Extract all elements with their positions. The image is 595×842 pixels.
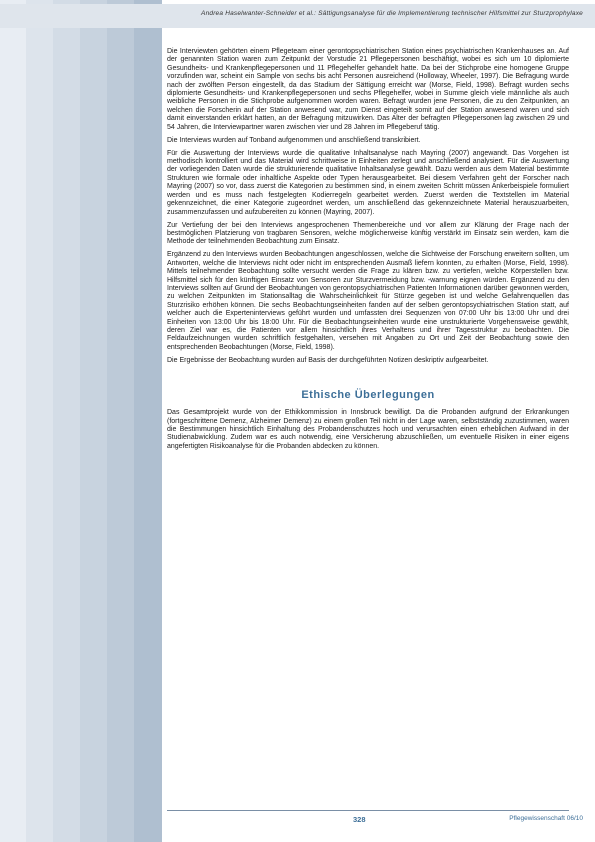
body-paragraph: Ergänzend zu den Interviews wurden Beobachtungen angeschlossen, welche die Sichtweise der Forschung erweitern sollten, um Antworten, welche die Interviews nicht oder nicht im entsprechenden Ausmaß liefern konnten, zu erhalten (Morse, Field, 1998). Mittels teilnehmender Beobachtung sollte versucht werden die Frage zu klären bzw. zu vertiefen, welche Körperstellen bzw. Hilfsmittel sich für den künftigen Einsatz von Sensoren zur Sturzvermeidung bzw. -warnung eignen würden. Ergänzend zu den Interviews sollten auf Grund der Beobachtungen von gerontopsychiatrischen Patienten Informationen darüber gewonnen werden, zu welchen Zeitpunkten im Stationsalltag die Wahrscheinlichkeit für Stürze gegeben ist und welche Gefahrenquellen das Sturzrisiko erhöhen können. Die sechs Beobachtungseinheiten fanden auf der selben gerontopsychiatrischen Station statt, auf welcher auch die Experteninterviews geführt wurden und umfassten drei Sequenzen von 07:00 Uhr bis 13:00 Uhr und drei Einheiten von 13:00 Uhr bis 18:00 Uhr. Für die Beobachtungseinheiten wurde eine unstrukturierte Vorgehensweise gewählt, deren Ziel war es, die Patienten vor allem hinsichtlich ihres Verhaltens und ihrer Tagesstruktur zu beobachten. Die Feldaufzeichnungen wurden schriftlich festgehalten, versehen mit Angaben zu Ort und Zeit der Beobachtung sowie den entsprechenden Beobachtungen (Morse, Field, 1998). xyxy=(167,251,569,351)
side-band xyxy=(134,0,162,842)
decorative-side-bands xyxy=(0,0,162,842)
article-body xyxy=(167,48,569,456)
section-heading: Ethische Überlegungen xyxy=(301,389,435,402)
journal-name: Pflegewissenschaft 06/10 xyxy=(509,815,583,822)
body-paragraph: Die Interviewten gehörten einem Pflegeteam einer gerontopsychiatrischen Station eines psychiatrischen Krankenhauses an. Auf der genannten Station waren zum Zeitpunkt der Vorstudie 21 Pflegepersonen beschäftigt, wobei es sich um 10 diplomierte Gesundheits- und Krankenpflegepersonen und 11 Pflegehelfer gehandelt hatte. Da bei der Stichprobe eine homogene Gruppe vorzufinden war, scheint ein Sample von sechs bis acht Personen ausreichend (Holloway, Wheeler, 1997). Die Befragung wurde nach der zwölften Person eingestellt, da das Stadium der Sättigung erreicht war (Morse, Field, 1998). Befragt wurden sechs diplomierte Gesundheits- und Krankenpflegepersonen und sechs Pflegehelfer, wobei in Summe gleich viele männliche als auch weibliche Personen in die Stichprobe aufgenommen worden waren. Befragt wurden jene Personen, die zu den Zeitpunkten, an welchen die Forscherin auf der Station anwesend war, zum Dienst eingeteilt somit auf der Station anwesend waren und sich damit einverstanden erklärt hatten, an der Befragung mitzuwirken. Das Alter der befragten Pflegepersonen lag zwischen 29 und 54 Jahren, die Interviewpartner waren zwischen vier und 28 Jahren im Pflegeberuf tätig. xyxy=(167,48,569,131)
body-paragraph: Für die Auswertung der Interviews wurde die qualitative Inhaltsanalyse nach Mayring (2007) angewandt. Das Vorgehen ist methodisch kontrolliert und das Material wird schrittweise in Einheiten zerlegt und anschließend analysiert. Für die Auswertung der vorliegenden Daten wurde die strukturierende qualitative Inhaltsanalyse gewählt. Dazu werden aus dem Material bestimmte Strukturen wie formale oder inhaltliche Aspekte oder Typen herausgearbeitet. Bei diesem Verfahren geht der Forscher nach Mayring (2007) so vor, dass zuerst die Kategorien zu bestimmen sind, in einem zweiten Schritt müssen Ankerbeispiele formuliert werden und es muss nach festgelegten Kodierregeln gearbeitet werden. Zuerst werden die Textstellen im Material gekennzeichnet, die einer Kategorie zugeordnet werden, um anschließend das gekennzeichnete Material herauszuarbeiten, zusammenzufassen und aufzubereiten zu können (Mayring, 2007). xyxy=(167,149,569,216)
body-paragraph: Die Interviews wurden auf Tonband aufgenommen und anschließend transkribiert. xyxy=(167,136,421,144)
side-band xyxy=(53,0,80,842)
running-head: Andrea Haselwanter-Schneider et al.: Sättigungsanalyse für die Implementierung technischer Hilfsmittel zur Sturzprophylaxe xyxy=(0,4,595,28)
body-paragraph: Die Ergebnisse der Beobachtung wurden auf Basis der durchgeführten Notizen deskriptiv aufgearbeitet. xyxy=(167,356,489,364)
page-number: 328 xyxy=(353,815,366,824)
side-band xyxy=(107,0,134,842)
footer-rule xyxy=(167,810,569,811)
side-band xyxy=(0,0,26,842)
section-paragraph: Das Gesamtprojekt wurde von der Ethikkommission in Innsbruck bewilligt. Da die Probanden aufgrund der Erkrankungen (fortgeschrittene Demenz, Alzheimer Demenz) zu einem großen Teil nicht in der Lage waren, selbstständig zuzustimmen, waren die Bestimmungen hinsichtlich Einhaltung des Probandenschutzes hoch und verursachten einen erheblichen Aufwand in der Studienabwicklung. Zudem war es auch notwendig, eine Versicherung abzuschließen, um eventuelle Risiken in einer eigens angefertigten Risikoanalyse für die Probanden abdecken zu können. xyxy=(167,409,569,450)
side-band xyxy=(80,0,107,842)
side-band xyxy=(26,0,53,842)
body-paragraph: Zur Vertiefung der bei den Interviews angesprochenen Themenbereiche und vor allem zur Klärung der Frage nach der bestmöglichen Platzierung von tragbaren Sensoren, welche möglicherweise künftig verstärkt im Einsatz sein werden, kam die Methode der teilnehmenden Beobachtung zum Einsatz. xyxy=(167,221,569,246)
